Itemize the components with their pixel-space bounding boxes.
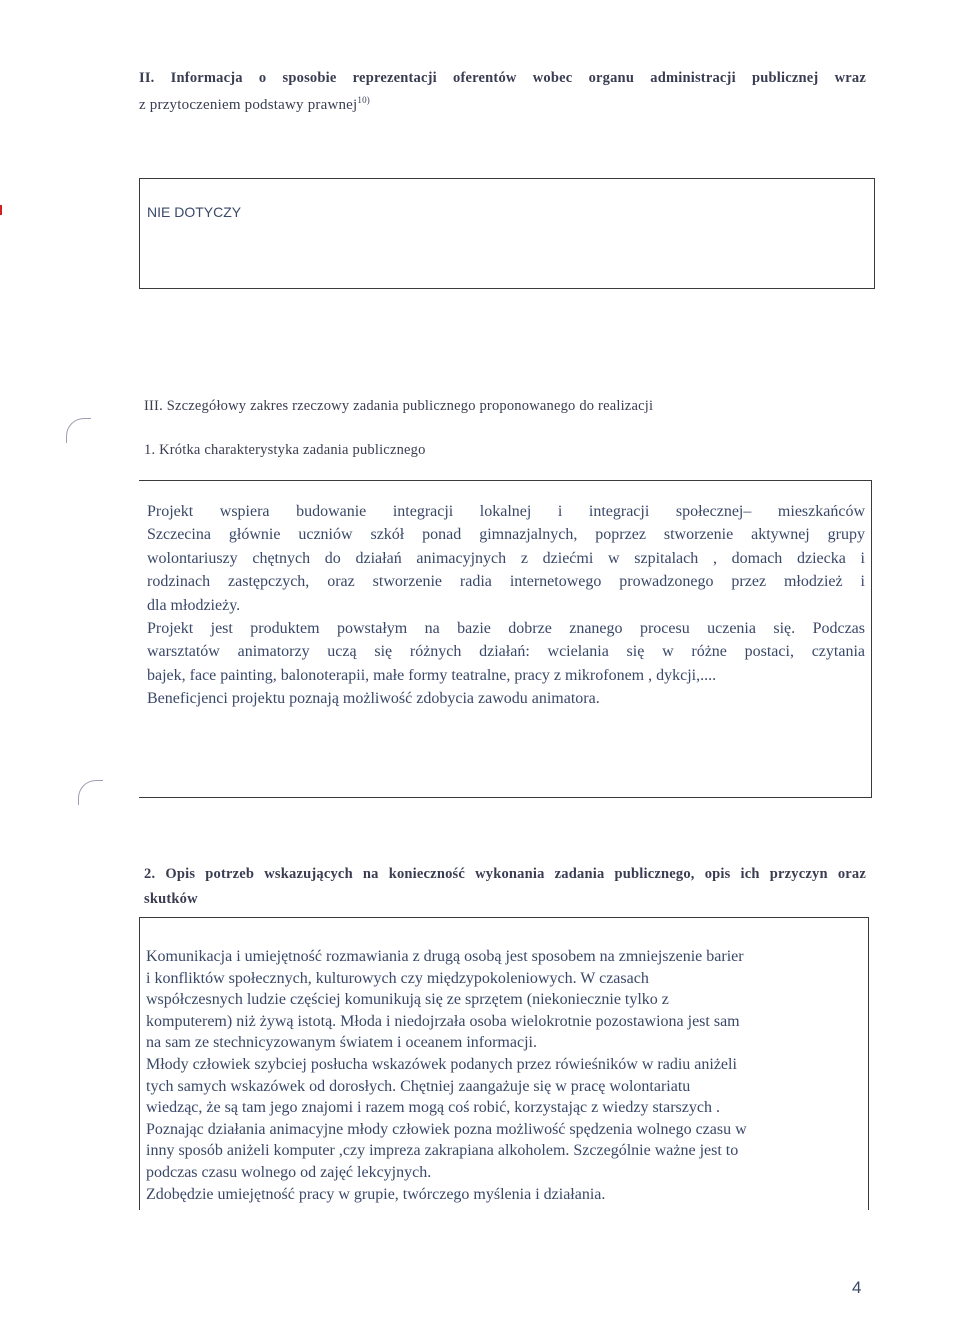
footnote-ref: 10): [357, 95, 371, 105]
item2-box: [139, 917, 869, 1210]
section-iii-heading: III. Szczegółowy zakres rzeczowy zadania publicznego proponowanego do realizacji: [144, 398, 654, 414]
item2-line: tych samych wskazówek od dorosłych. Chętniej zaangażuje się w pracę wolontariatu: [146, 1077, 691, 1095]
item1-line: Projekt jest produktem powstałym na bazie dobrze znanego procesu uczenia się. Podczas: [147, 620, 865, 638]
scan-artifact: [78, 780, 103, 805]
item1-line: bajek, face painting, balonoterapii, małe formy teatralne, pracy z mikrofonem , dykcji,....: [147, 666, 717, 684]
item2-line: podczas czasu wolnego od zajęć lekcyjnych.: [146, 1163, 432, 1181]
item1-line: Beneficjenci projektu poznają możliwość zdobycia zawodu animatora.: [147, 690, 600, 708]
item1-heading: 1. Krótka charakterystyka zadania publicznego: [144, 442, 426, 458]
item2-line: Poznając działania animacyjne młody człowiek pozna możliwość spędzenia wolnego czasu w: [146, 1120, 747, 1138]
item1-line: warsztatów animatorzy uczą się różnych działań: wcielania się w różne postaci, czytania: [147, 643, 865, 661]
item2-heading-line1: 2. Opis potrzeb wskazujących na konieczność wykonania zadania publicznego, opis ich przyczyn oraz: [144, 866, 866, 882]
item1-line: Szczecina głównie uczniów szkół ponad gimnazjalnych, poprzez stworzenie aktywnej grupy: [147, 526, 865, 544]
item2-line: i konfliktów społecznych, kulturowych czy międzypokoleniowych. W czasach: [146, 969, 649, 987]
item1-text: [147, 500, 865, 711]
item1-line: wolontariuszy chętnych do działań animacyjnych z dziećmi w szpitalach , domach dziecka i: [147, 549, 865, 567]
section-ii-heading-line2: [139, 95, 370, 114]
section-ii-box: [139, 178, 875, 289]
not-applicable-text: NIE DOTYCZY: [147, 204, 242, 220]
item2-line: Komunikacja i umiejętność rozmawiania z drugą osobą jest sposobem na zmniejszenie barier: [146, 948, 744, 965]
item2-text: [146, 946, 858, 1205]
section-ii-heading-line1: II. Informacja o sposobie reprezentacji oferentów wobec organu administracji publicznej wraz: [139, 70, 866, 86]
item2-line: Zdobędzie umiejętność pracy w grupie, twórczego myślenia i działania.: [146, 1185, 606, 1203]
item2-line: komputerem) niż żywą istotą. Młoda i niedojrzała osoba wielokrotnie pozostawiona jest sam: [146, 1012, 740, 1030]
page-number: 4: [852, 1278, 862, 1297]
item1-line: Projekt wspiera budowanie integracji lokalnej i integracji społecznej– mieszkańców: [147, 503, 865, 520]
item2-line: inny sposób aniżeli komputer ,czy impreza zakrapiana alkoholem. Szczególnie ważne jest to: [146, 1142, 739, 1160]
item1-line: rodzinach zastępczych, oraz stworzenie radia internetowego prowadzonego przez młodzież i: [147, 573, 865, 591]
item2-line: na sam ze stechnicyzowanym światem i oceanem informacji.: [146, 1034, 537, 1052]
item2-heading-line2: skutków: [144, 891, 198, 907]
item1-box: [139, 480, 872, 798]
scan-artifact: [66, 418, 91, 443]
item1-line: dla młodzieży.: [147, 596, 241, 614]
item2-line: wiedząc, że są tam jego znajomi i razem mogą coś robić, korzystając z wiedzy starszych .: [146, 1099, 720, 1117]
section-ii-heading-text: z przytoczeniem podstawy prawnej: [139, 97, 358, 113]
scan-artifact: [0, 205, 2, 215]
item2-line: Młody człowiek szybciej posłucha wskazówek podanych przez rówieśników w radiu aniżeli: [146, 1055, 737, 1073]
item2-line: współczesnych ludzie częściej komunikują się ze sprzętem (niekoniecznie tylko z: [146, 991, 669, 1009]
